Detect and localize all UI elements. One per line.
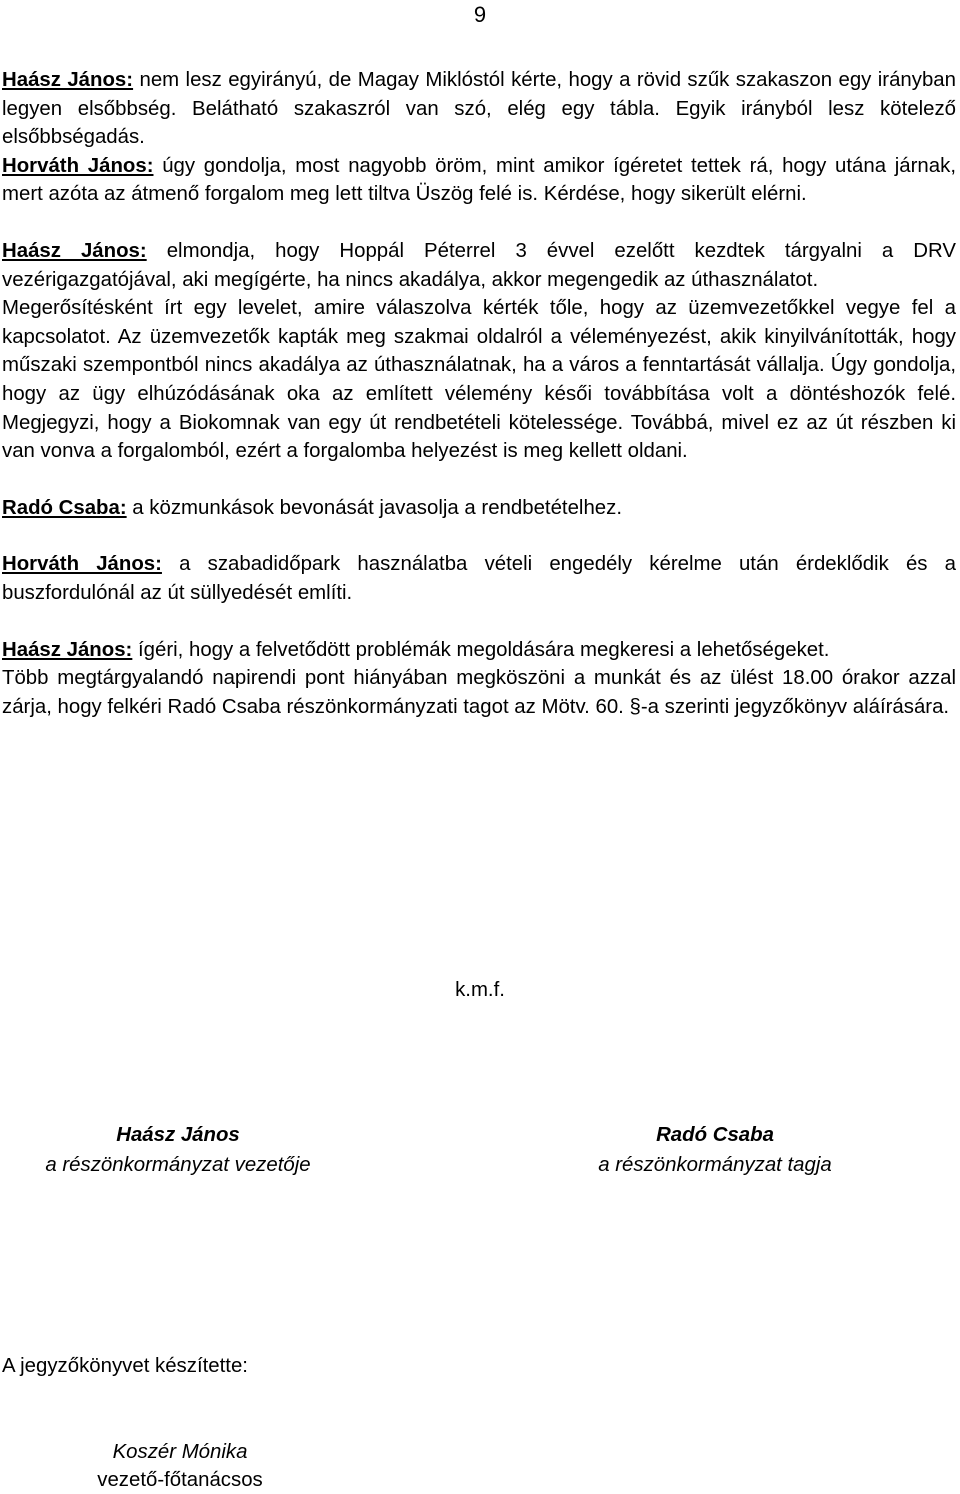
signatory-role: a részönkormányzat tagja <box>598 1154 832 1176</box>
signature-block-right <box>540 1120 890 1180</box>
speaker-name: Horváth János: <box>2 154 154 177</box>
paragraph <box>2 664 956 721</box>
paragraph-text: ígéri, hogy a felvetődött problémák megoldására megkeresi a lehetőségeket. <box>132 638 830 661</box>
paragraph <box>2 66 956 152</box>
paragraph <box>2 550 956 607</box>
paragraph-text: úgy gondolja, most nagyobb öröm, mint amikor ígéretet tettek rá, hogy utána járnak, mert azóta az átmenő forgalom meg lett tiltva Üszög felé is. Kérdése, hogy sikerült elérni. <box>2 154 956 206</box>
paragraph <box>2 152 956 209</box>
speaker-name: Haász János: <box>2 638 133 661</box>
author-block <box>60 1438 300 1494</box>
paragraph-text: elmondja, hogy Hoppál Péterrel 3 évvel ezelőtt kezdtek tárgyalni a DRV vezérigazgatójával, aki megígérte, ha nincs akadálya, akkor megengedik az úthasználatot. <box>2 239 956 291</box>
paragraph <box>2 294 956 466</box>
paragraph-text: Megerősítésként írt egy levelet, amire válaszolva kérték tőle, hogy az üzemvezetőkkel vegye fel a kapcsolatot. Az üzemvezetők kapták meg szakmai oldalról a véleményezést, akik kinyilvánították, hogy műszaki szempontból nincs akadálya az úthasználatnak, ha a város a fenntartását vállalja. Úgy gondolja, hogy az ügy elhúzódásának oka az említett vélemény késői továbbítása volt a döntéshozók felé. Megjegyzi, hogy a Biokomnak van egy út rendbetételi kötelessége. Továbbá, mivel ez az út részben ki van vonva a forgalomból, ezért a forgalomba helyezést is meg kellett oldani. <box>2 297 956 463</box>
prepared-by-label: A jegyzőkönyvet készítette: <box>2 1355 248 1377</box>
signatory-name: Radó Csaba <box>656 1124 774 1146</box>
page-number: 9 <box>473 2 487 27</box>
signatory-role: a részönkormányzat vezetője <box>45 1154 311 1176</box>
signature-block-left <box>0 1120 356 1180</box>
paragraph-text: a szabadidőpark használatba vételi engedély kérelme után érdeklődik és a buszfordulónál az út süllyedését említi. <box>2 553 956 604</box>
speaker-name: Haász János: <box>2 69 134 91</box>
paragraph-text: Több megtárgyalandó napirendi pont hiányában megköszöni a munkát és az ülést 18.00 órakor azzal zárja, hogy felkéri Radó Csaba részönkormányzati tagot az Mötv. 60. §-a szerinti jegyzőkönyv aláírására. <box>2 667 956 718</box>
signatory-name: Haász János <box>116 1124 240 1146</box>
speaker-name: Horváth János: <box>2 553 162 576</box>
document-body <box>2 66 956 721</box>
closing-mark: k.m.f. <box>455 979 505 1001</box>
paragraph <box>2 237 956 294</box>
author-title: vezető-főtanácsos <box>97 1469 263 1491</box>
speaker-name: Radó Csaba: <box>2 496 127 519</box>
paragraph <box>2 636 956 665</box>
paragraph <box>2 494 956 523</box>
speaker-name: Haász János: <box>2 239 147 262</box>
paragraph-text: nem lesz egyirányú, de Magay Miklóstól kérte, hogy a rövid szűk szakaszon egy irányban legyen elsőbbség. Belátható szakaszról van szó, elég egy tábla. Egyik irányból lesz kötelező elsőbbségadás. <box>2 69 956 149</box>
paragraph-text: a közmunkások bevonását javasolja a rendbetételhez. <box>126 496 622 519</box>
author-name: Koszér Mónika <box>112 1441 248 1463</box>
